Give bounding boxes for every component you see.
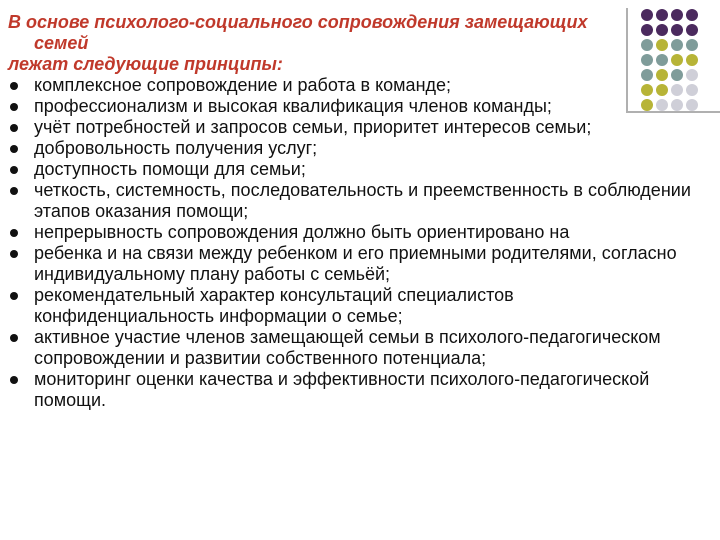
list-item (8, 285, 698, 327)
list-item-text: рекомендательный характер консультаций специалистов конфиденциальность информации о семье; (34, 285, 514, 326)
bullet-icon (10, 229, 18, 237)
bullet-icon (10, 292, 18, 300)
list-item-text: комплексное сопровождение и работа в команде; (34, 75, 452, 95)
list-item (8, 96, 698, 117)
bullet-icon (10, 103, 18, 111)
slide-title (8, 12, 698, 75)
title-line-3: лежат следующие принципы: (8, 54, 283, 74)
list-item-text: четкость, системность, последовательность и преемственность в соблюдении этапов оказания помощи; (34, 180, 691, 221)
bullet-icon (10, 334, 18, 342)
list-item-text: мониторинг оценки качества и эффективности психолого-педагогической помощи. (34, 369, 650, 410)
list-item-text: учёт потребностей и запросов семьи, приоритет интересов семьи; (34, 117, 592, 137)
list-item (8, 369, 698, 411)
bullet-icon (10, 124, 18, 132)
list-item (8, 180, 698, 222)
bullet-icon (10, 145, 18, 153)
list-item (8, 138, 698, 159)
bullet-icon (10, 187, 18, 195)
list-item-text: добровольность получения услуг; (34, 138, 318, 158)
title-line-2: семей (34, 33, 89, 53)
list-item (8, 159, 698, 180)
bullet-icon (10, 82, 18, 90)
list-item (8, 75, 698, 96)
title-line-1: В основе психолого-социального сопровождения замещающих (8, 12, 588, 32)
list-item-text: активное участие членов замещающей семьи в психолого-педагогическом сопровождении и развитии собственного потенциала; (34, 327, 661, 368)
list-item-text: непрерывность сопровождения должно быть ориентировано на (34, 222, 570, 242)
list-item (8, 327, 698, 369)
list-item-text: доступность помощи для семьи; (34, 159, 306, 179)
bullet-icon (10, 166, 18, 174)
bullet-icon (10, 376, 18, 384)
slide-content (8, 12, 698, 411)
principles-list (8, 75, 698, 411)
list-item (8, 243, 698, 285)
list-item (8, 117, 698, 138)
bullet-icon (10, 250, 18, 258)
list-item (8, 222, 698, 243)
list-item-text: ребенка и на связи между ребенком и его приемными родителями, согласно индивидуальному плану работы с семьёй; (34, 243, 677, 284)
list-item-text: профессионализм и высокая квалификация членов команды; (34, 96, 552, 116)
